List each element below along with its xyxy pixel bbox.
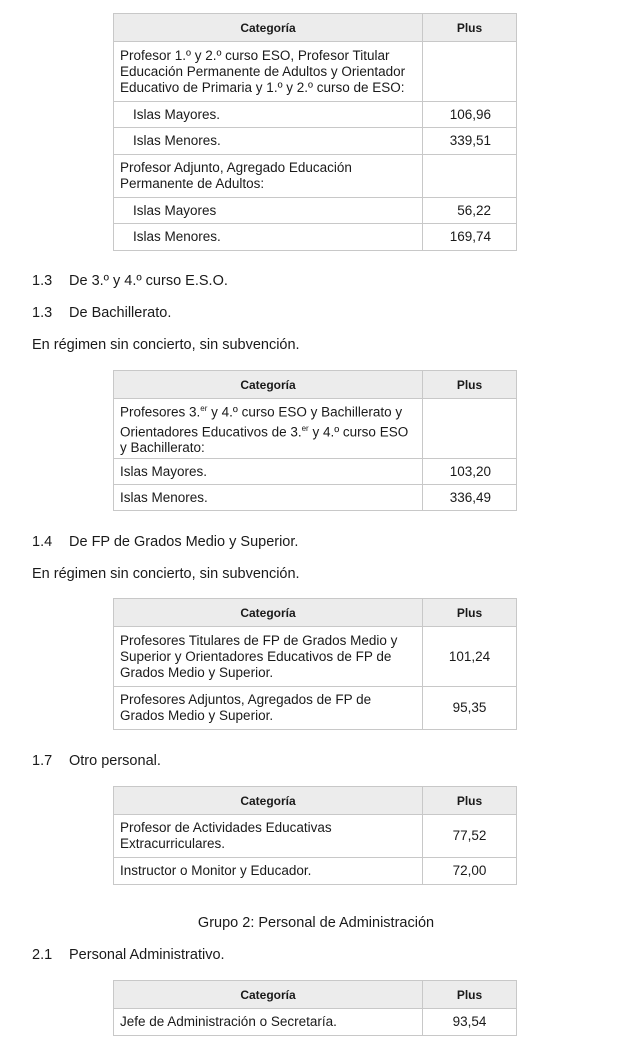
table-row — [114, 224, 517, 251]
table-row — [114, 627, 517, 687]
row-category: Islas Mayores. — [114, 459, 423, 485]
row-plus: 77,52 — [423, 815, 517, 858]
table-header-row — [114, 599, 517, 627]
section-title: De Bachillerato. — [69, 305, 172, 321]
table-row — [114, 128, 517, 155]
row-plus — [423, 399, 517, 459]
table-row — [114, 687, 517, 730]
table-header-row — [114, 981, 517, 1009]
table-row — [114, 485, 517, 511]
table-row — [114, 42, 517, 102]
table-row — [114, 399, 517, 459]
row-plus: 336,49 — [423, 485, 517, 511]
row-category: Islas Menores. — [114, 485, 423, 511]
row-plus: 95,35 — [423, 687, 517, 730]
header-categoria: Categoría — [114, 599, 423, 627]
section-title: Otro personal. — [69, 753, 161, 769]
row-category: Profesor 1.º y 2.º curso ESO, Profesor Titular Educación Permanente de Adultos y Orientador Educativo de Primaria y 1.º y 2.º curso de ESO: — [114, 42, 423, 102]
table-row — [114, 459, 517, 485]
row-category: Instructor o Monitor y Educador. — [114, 858, 423, 885]
section-heading — [32, 753, 161, 769]
row-category: Islas Mayores. — [114, 102, 423, 128]
section-number: 1.3 — [32, 273, 53, 289]
header-plus: Plus — [423, 787, 517, 815]
section-heading — [32, 534, 298, 550]
table-header-row — [114, 371, 517, 399]
table-plus-otro-personal — [113, 786, 517, 885]
table-plus-administrativo — [113, 980, 517, 1036]
row-plus: 169,74 — [423, 224, 517, 251]
table-row — [114, 1009, 517, 1036]
row-plus — [423, 155, 517, 198]
row-category: Profesor de Actividades Educativas Extracurriculares. — [114, 815, 423, 858]
header-categoria: Categoría — [114, 787, 423, 815]
row-plus: 103,20 — [423, 459, 517, 485]
row-plus: 72,00 — [423, 858, 517, 885]
row-category: Islas Mayores — [114, 198, 423, 224]
table-row — [114, 155, 517, 198]
row-category: Profesores 3.$^{er}$ y 4.º curso ESO y Bachillerato y Orientadores Educativos de 3.$^{er}$ y 4.º curso ESO y Bachillerato: — [114, 399, 423, 459]
header-categoria: Categoría — [114, 981, 423, 1009]
section-number: 2.1 — [32, 947, 53, 963]
row-plus: 101,24 — [423, 627, 517, 687]
row-category: Islas Menores. — [114, 224, 423, 251]
group-heading: Grupo 2: Personal de Administración — [197, 915, 435, 931]
section-heading — [32, 305, 171, 321]
section-number: 1.7 — [32, 753, 53, 769]
regimen-text: En régimen sin concierto, sin subvención. — [32, 566, 300, 582]
header-categoria: Categoría — [114, 371, 423, 399]
row-category: Profesor Adjunto, Agregado Educación Permanente de Adultos: — [114, 155, 423, 198]
table-row — [114, 858, 517, 885]
row-plus: 106,96 — [423, 102, 517, 128]
header-plus: Plus — [423, 599, 517, 627]
section-number: 1.4 — [32, 534, 53, 550]
table-header-row — [114, 14, 517, 42]
table-plus-eso-3-4-bachillerato — [113, 370, 517, 511]
row-plus: 339,51 — [423, 128, 517, 155]
table-row — [114, 102, 517, 128]
row-category: Profesores Adjuntos, Agregados de FP de Grados Medio y Superior. — [114, 687, 423, 730]
header-plus: Plus — [423, 981, 517, 1009]
table-plus-eso-1-2 — [113, 13, 517, 251]
table-plus-fp — [113, 598, 517, 730]
table-row — [114, 815, 517, 858]
regimen-text: En régimen sin concierto, sin subvención. — [32, 337, 300, 353]
row-plus — [423, 42, 517, 102]
table-header-row — [114, 787, 517, 815]
header-plus: Plus — [423, 14, 517, 42]
row-plus: 93,54 — [423, 1009, 517, 1036]
section-title: Personal Administrativo. — [69, 947, 225, 963]
table-row — [114, 198, 517, 224]
row-category: Islas Menores. — [114, 128, 423, 155]
section-heading — [32, 273, 228, 289]
section-title: De 3.º y 4.º curso E.S.O. — [69, 273, 228, 289]
section-heading — [32, 947, 225, 963]
header-categoria: Categoría — [114, 14, 423, 42]
row-category: Jefe de Administración o Secretaría. — [114, 1009, 423, 1036]
row-category: Profesores Titulares de FP de Grados Medio y Superior y Orientadores Educativos de FP de Grados Medio y Superior. — [114, 627, 423, 687]
section-title: De FP de Grados Medio y Superior. — [69, 534, 299, 550]
header-plus: Plus — [423, 371, 517, 399]
section-number: 1.3 — [32, 305, 53, 321]
row-plus: 56,22 — [423, 198, 517, 224]
